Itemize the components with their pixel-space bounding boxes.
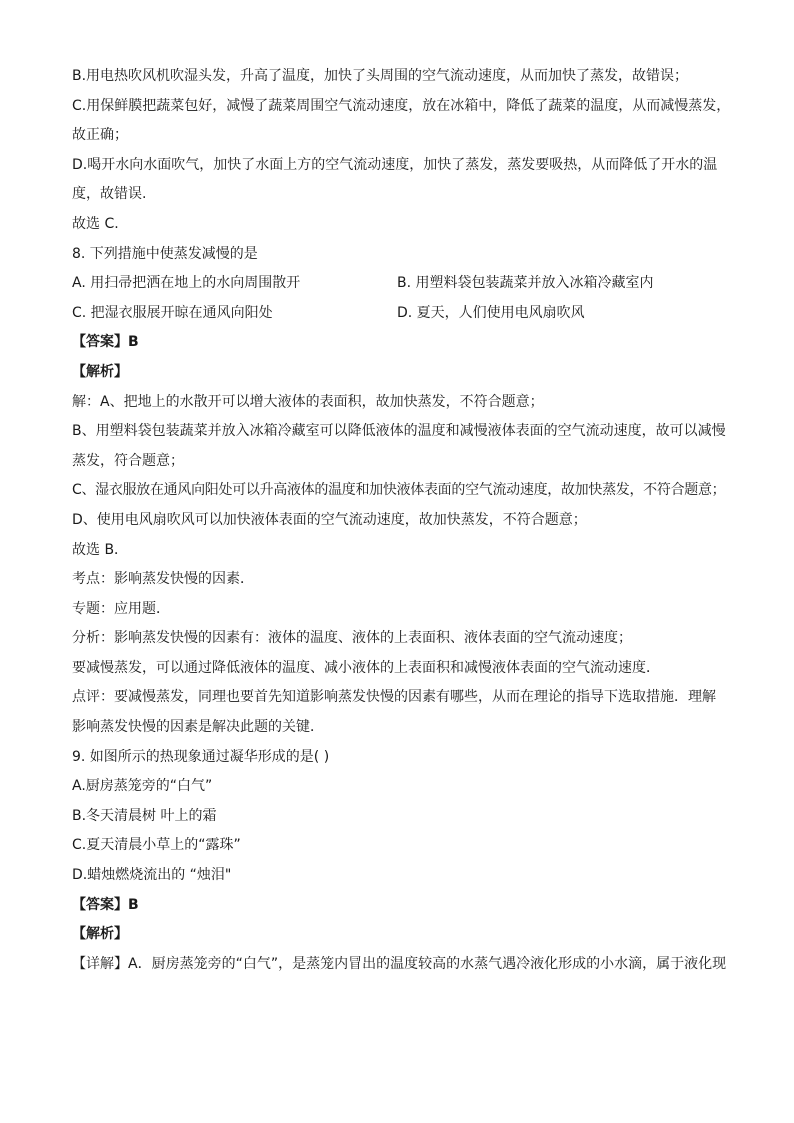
question-8-options-row-1 — [72, 269, 724, 299]
option-b: B.冬天清晨树 叶上的霜 — [72, 807, 217, 824]
option-c: C. 把湿衣服展开晾在通风向阳处 — [72, 304, 273, 321]
question-8-options-row-2 — [72, 299, 724, 329]
analysis-line: 故选 B． — [72, 541, 129, 558]
analysis-label: 【解析】 — [72, 926, 128, 943]
text-line: 度，故错误. — [72, 186, 147, 203]
analysis-line: C、湿衣服放在通风向阳处可以升高液体的温度和加快液体表面的空气流动速度，故加快蒸发，不符合题意； — [72, 482, 726, 499]
option-d: D. 夏天，人们使用电风扇吹风 — [397, 304, 585, 321]
analysis-line: 点评：要减慢蒸发，同理也要首先知道影响蒸发快慢的因素有哪些，从而在理论的指导下选取措施．理解 — [72, 689, 716, 706]
detail-line: 【详解】A．厨房蒸笼旁的“白气”，是蒸笼内冒出的温度较高的水蒸气遇冷液化形成的小水滴，属于液化现 — [72, 955, 727, 972]
question-8-stem: 8. 下列措施中使蒸发减慢的是 — [72, 245, 258, 262]
option-a: A. 用扫帚把洒在地上的水向周围散开 — [72, 275, 301, 292]
option-a: A.厨房蒸笼旁的“白气” — [72, 778, 213, 795]
analysis-line: D、使用电风扇吹风可以加快液体表面的空气流动速度，故加快蒸发，不符合题意； — [72, 511, 587, 528]
analysis-line: B、用塑料袋包装蔬菜并放入冰箱冷藏室可以降低液体的温度和减慢液体表面的空气流动速度，故可以减慢 — [72, 423, 726, 440]
analysis-line: 解：A、把地上的水散开可以增大液体的表面积，故加快蒸发，不符合题意； — [72, 393, 544, 410]
analysis-line: 考点：影响蒸发快慢的因素． — [72, 571, 254, 588]
answer-label: 【答案】B — [72, 896, 139, 913]
option-d: D.蜡烛燃烧流出的 “烛泪" — [72, 867, 232, 884]
analysis-line: 分析：影响蒸发快慢的因素有：液体的温度、液体的上表面积、液体表面的空气流动速度； — [72, 630, 632, 647]
option-b: B. 用塑料袋包装蔬菜并放入冰箱冷藏室内 — [397, 275, 654, 292]
analysis-line: 蒸发，符合题意； — [72, 452, 184, 469]
text-line: 故选 C. — [72, 215, 119, 232]
analysis-line: 要减慢蒸发，可以通过降低液体的温度、减小液体的上表面积和减慢液体表面的空气流动速度． — [72, 659, 660, 676]
text-line: B.用电热吹风机吹湿头发，升高了温度，加快了头周围的空气流动速度，从而加快了蒸发，故错误； — [72, 68, 689, 84]
text-line: 故正确； — [72, 127, 128, 144]
question-9-stem: 9. 如图所示的热现象通过凝华形成的是( ) — [72, 748, 330, 765]
document-page — [72, 62, 731, 979]
text-line: C.用保鲜膜把蔬菜包好，减慢了蔬菜周围空气流动速度，放在冰箱中，降低了蔬菜的温度，从而减慢蒸发， — [72, 97, 731, 114]
analysis-line: 影响蒸发快慢的因素是解决此题的关键． — [72, 719, 324, 736]
option-c: C.夏天清晨小草上的“露珠” — [72, 837, 241, 854]
answer-label: 【答案】B — [72, 334, 139, 351]
analysis-line: 专题：应用题． — [72, 600, 170, 617]
analysis-label: 【解析】 — [72, 363, 128, 380]
text-line: D.喝开水向水面吹气，加快了水面上方的空气流动速度，加快了蒸发，蒸发要吸热，从而降低了开水的温 — [72, 156, 718, 173]
